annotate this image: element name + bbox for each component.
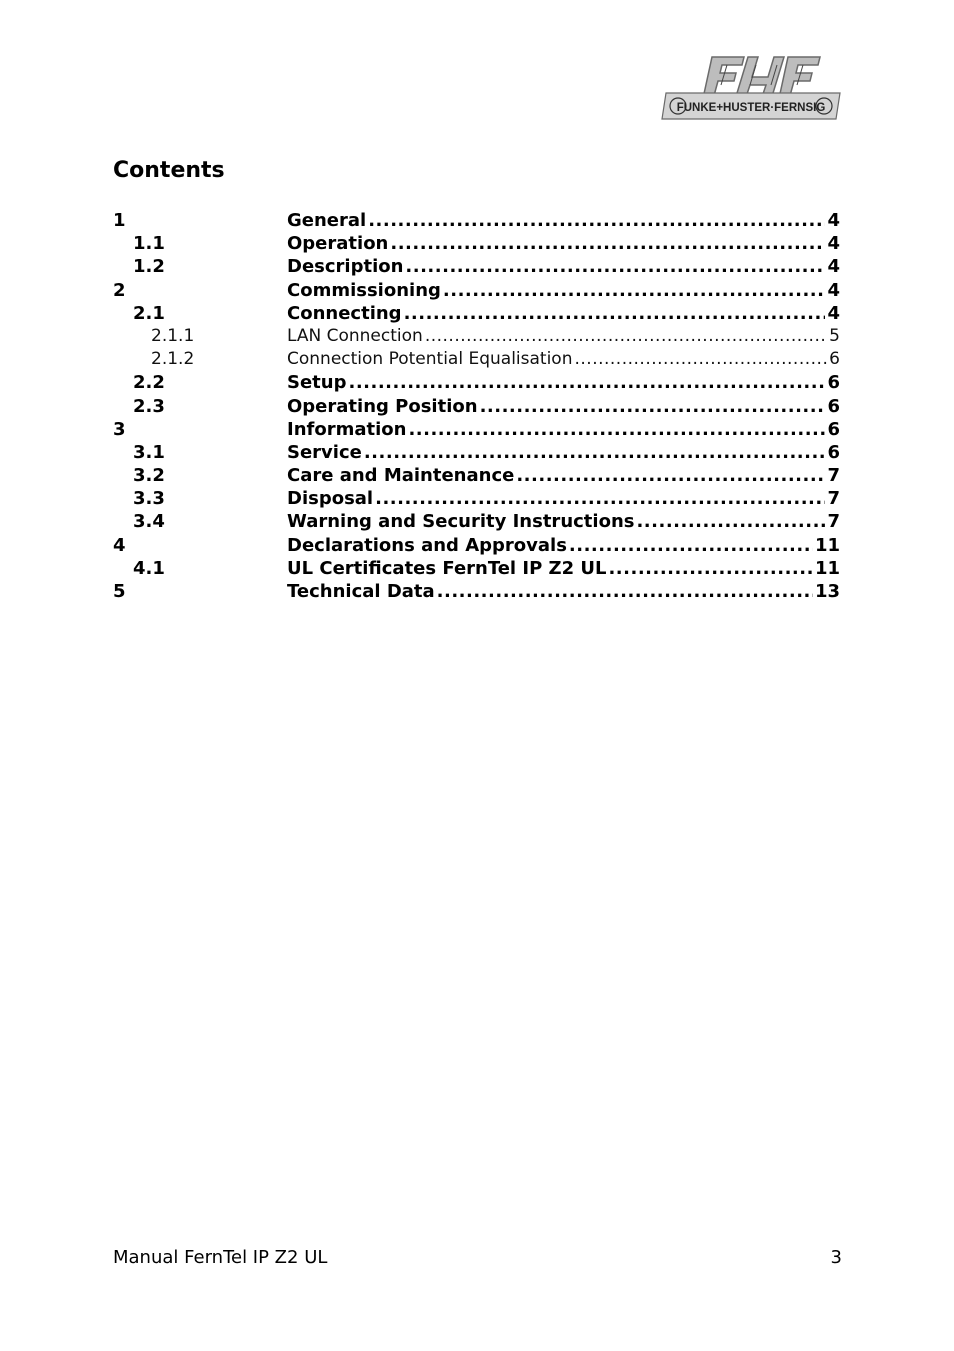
toc-entry-label: LAN Connection	[287, 325, 423, 346]
toc-entry-page: 4	[827, 210, 840, 231]
toc-entry-page: 6	[829, 349, 840, 370]
toc-entry-line	[287, 395, 840, 418]
toc-entry-page: 7	[827, 511, 840, 533]
toc-entry-line	[287, 255, 840, 278]
toc-leader-dots	[375, 487, 825, 510]
toc-entry-page: 6	[827, 395, 840, 417]
toc-entry-page: 6	[827, 372, 840, 394]
toc-entry-number: 2.1.1	[151, 325, 195, 346]
toc-entry-number: 1.2	[133, 256, 165, 278]
toc-entry[interactable]	[113, 232, 840, 255]
toc-entry-page: 7	[827, 465, 840, 487]
toc-leader-dots	[437, 580, 813, 603]
toc-entry-label: Technical Data	[287, 581, 435, 602]
toc-entry[interactable]	[113, 580, 840, 603]
toc-entry-number: 3.3	[133, 488, 165, 510]
toc-entry-label: Service	[287, 441, 362, 463]
toc-entry-label: Declarations and Approvals	[287, 534, 567, 556]
toc-entry-number: 2.1	[133, 302, 165, 324]
toc-leader-dots	[364, 441, 826, 464]
toc-entry-page: 4	[827, 256, 840, 278]
toc-entry-number: 4.1	[133, 557, 165, 579]
toc-entry-page: 6	[827, 418, 840, 440]
toc-leader-dots	[480, 395, 826, 418]
toc-entry[interactable]	[113, 279, 840, 302]
toc-entry-page: 4	[827, 302, 840, 324]
toc-leader-dots	[405, 255, 825, 278]
toc-entry[interactable]	[113, 418, 840, 441]
toc-entry[interactable]	[113, 534, 840, 557]
toc-entry-line	[287, 441, 840, 464]
toc-entry-number: 2.2	[133, 372, 165, 394]
toc-entry-label: Connecting	[287, 302, 402, 324]
toc-entry-line	[287, 371, 840, 394]
toc-entry[interactable]	[113, 371, 840, 394]
toc-entry[interactable]	[113, 395, 840, 418]
toc-entry-label: Care and Maintenance	[287, 465, 515, 487]
toc-entry-label: Operating Position	[287, 395, 478, 417]
toc-entry[interactable]	[113, 464, 840, 487]
toc-entry-number: 2	[113, 279, 126, 301]
toc-leader-dots	[569, 534, 813, 557]
toc-entry-number: 1.1	[133, 233, 165, 255]
toc-entry-page: 5	[829, 325, 840, 346]
toc-entry-page: 4	[827, 279, 840, 301]
toc-entry-line	[287, 487, 840, 510]
toc-entry[interactable]	[113, 441, 840, 464]
toc-entry[interactable]	[113, 510, 840, 533]
toc-entry-page: 11	[814, 557, 840, 579]
toc-entry-number: 5	[113, 581, 126, 602]
toc-entry-number: 3.4	[133, 511, 165, 533]
toc-leader-dots	[368, 209, 825, 232]
toc-entry-label: Operation	[287, 233, 389, 255]
toc-entry[interactable]	[113, 348, 840, 371]
toc-leader-dots	[636, 510, 825, 533]
toc-leader-dots	[443, 279, 826, 302]
toc-entry-number: 3.2	[133, 465, 165, 487]
toc-entry-label: Information	[287, 418, 407, 440]
toc-entry-line	[287, 209, 840, 232]
toc-entry[interactable]	[113, 255, 840, 278]
page-title: Contents	[113, 158, 225, 183]
toc-leader-dots	[608, 557, 812, 580]
toc-entry-line	[287, 348, 840, 371]
logo-text: FUNKE+HUSTER·FERNSIG	[676, 102, 826, 114]
toc-entry-label: Setup	[287, 372, 347, 394]
toc-entry-line	[287, 302, 840, 325]
toc-leader-dots	[404, 302, 826, 325]
toc-entry-page: 6	[827, 441, 840, 463]
toc-entry-line	[287, 279, 840, 302]
toc-entry-label: Commissioning	[287, 279, 441, 301]
toc-entry-line	[287, 580, 840, 603]
toc-entry-number: 3	[113, 418, 126, 440]
toc-entry-number: 2.3	[133, 395, 165, 417]
toc-entry[interactable]	[113, 487, 840, 510]
toc-entry-label: Disposal	[287, 488, 374, 510]
toc-entry-page: 4	[827, 233, 840, 255]
toc-leader-dots	[574, 348, 827, 371]
toc-entry-label: Connection Potential Equalisation	[287, 349, 573, 370]
toc-leader-dots	[516, 464, 825, 487]
toc-leader-dots	[390, 232, 825, 255]
toc-entry-line	[287, 557, 840, 580]
toc-entry-line	[287, 534, 840, 557]
toc-entry-label: Warning and Security Instructions	[287, 511, 635, 533]
footer-page-number: 3	[830, 1247, 842, 1268]
table-of-contents	[113, 209, 840, 603]
toc-entry-number: 4	[113, 534, 126, 556]
toc-entry[interactable]	[113, 209, 840, 232]
toc-entry-page: 11	[814, 534, 840, 556]
toc-leader-dots	[425, 325, 827, 348]
toc-entry[interactable]	[113, 302, 840, 325]
toc-entry-line	[287, 325, 840, 348]
toc-entry-page: 7	[827, 488, 840, 510]
toc-entry-line	[287, 464, 840, 487]
toc-entry-line	[287, 418, 840, 441]
toc-leader-dots	[408, 418, 825, 441]
toc-entry-line	[287, 510, 840, 533]
toc-entry-page: 13	[814, 581, 840, 602]
footer-document-title: Manual FernTel IP Z2 UL	[113, 1247, 328, 1268]
toc-entry-number: 2.1.2	[151, 349, 195, 370]
toc-leader-dots	[348, 371, 825, 394]
company-logo	[660, 55, 842, 123]
toc-entry-number: 1	[113, 210, 126, 231]
toc-entry-label: Description	[287, 256, 404, 278]
toc-entry-label: UL Certificates FernTel IP Z2 UL	[287, 557, 607, 579]
toc-entry-label: General	[287, 210, 367, 231]
toc-entry[interactable]	[113, 557, 840, 580]
toc-entry[interactable]	[113, 325, 840, 348]
toc-entry-line	[287, 232, 840, 255]
toc-entry-number: 3.1	[133, 441, 165, 463]
